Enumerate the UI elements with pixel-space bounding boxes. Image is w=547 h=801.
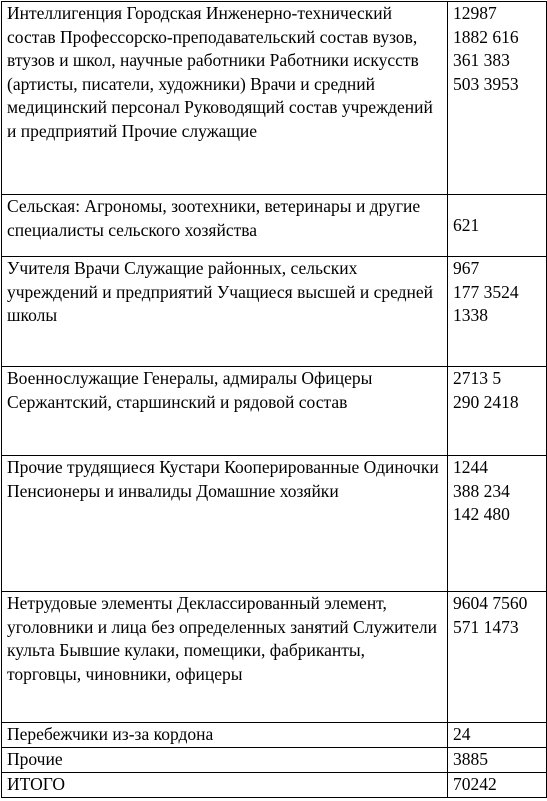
table-row: [2, 723, 547, 748]
table-row: [2, 592, 547, 723]
value-line: 142 480: [453, 504, 510, 525]
category-cell: Сельская: Агрономы, зоотехники, ветеринары и другие специалисты сельского хозяйства: [2, 195, 448, 257]
value-line: 177 3524: [453, 281, 519, 302]
value-line: 1882 616: [453, 26, 519, 47]
value-cell: [448, 367, 547, 456]
value-line: 388 234: [453, 480, 510, 501]
value-line: 3885: [453, 749, 488, 769]
table-row: [2, 456, 547, 592]
table-row: [2, 2, 547, 195]
value-cell: [448, 195, 547, 257]
category-cell: Прочие трудящиеся Кустари Кооперированные Одиночки Пенсионеры и инвалиды Домашние хозяйки: [2, 456, 448, 592]
value-line: 571 1473: [453, 616, 519, 637]
value-line: 967: [453, 258, 480, 278]
statistics-table: [1, 1, 547, 798]
category-cell: Военнослужащие Генералы, адмиралы Офицеры Сержантский, старшинский и рядовой состав: [2, 367, 448, 456]
table-row: [2, 773, 547, 798]
table-row: [2, 257, 547, 367]
category-cell: Интеллигенция Городская Инженерно-технический состав Профессорско-преподавательский состав вузов, втузов и школ, научные работники Работники искусств (артисты, писатели, художники) Врачи и средний медицинский персонал Руководящий состав учреждений и предприятий Прочие служащие: [2, 2, 448, 195]
table-row: [2, 195, 547, 257]
value-line: 9604 7560: [453, 593, 528, 613]
category-cell: Прочие: [2, 748, 448, 773]
value-line: 361 383: [453, 50, 510, 71]
value-line: 2713 5: [453, 368, 502, 388]
table-row: [2, 748, 547, 773]
value-cell: [448, 2, 547, 195]
value-cell: [448, 456, 547, 592]
value-line: 12987: [453, 3, 497, 23]
value-cell: [448, 723, 547, 748]
category-cell: Учителя Врачи Служащие районных, сельских учреждений и предприятий Учащиеся высшей и средней школы: [2, 257, 448, 367]
value-line: 503 3953: [453, 73, 519, 94]
value-cell: [448, 257, 547, 367]
value-cell: [448, 748, 547, 773]
value-line: 1338: [453, 305, 488, 326]
category-cell: Нетрудовые элементы Деклассированный элемент, уголовники и лица без определенных занятий Служители культа Бывшие кулаки, помещики, фабриканты, торговцы, чиновники, офицеры: [2, 592, 448, 723]
value-line: 290 2418: [453, 391, 519, 412]
category-cell: Перебежчики из-за кордона: [2, 723, 448, 748]
value-cell: [448, 773, 547, 798]
value-line: 1244: [453, 457, 488, 477]
category-cell: ИТОГО: [2, 773, 448, 798]
value-line: 70242: [453, 774, 497, 794]
value-cell: [448, 592, 547, 723]
value-line: 621: [453, 214, 480, 235]
table-row: [2, 367, 547, 456]
value-line: 24: [453, 724, 471, 744]
